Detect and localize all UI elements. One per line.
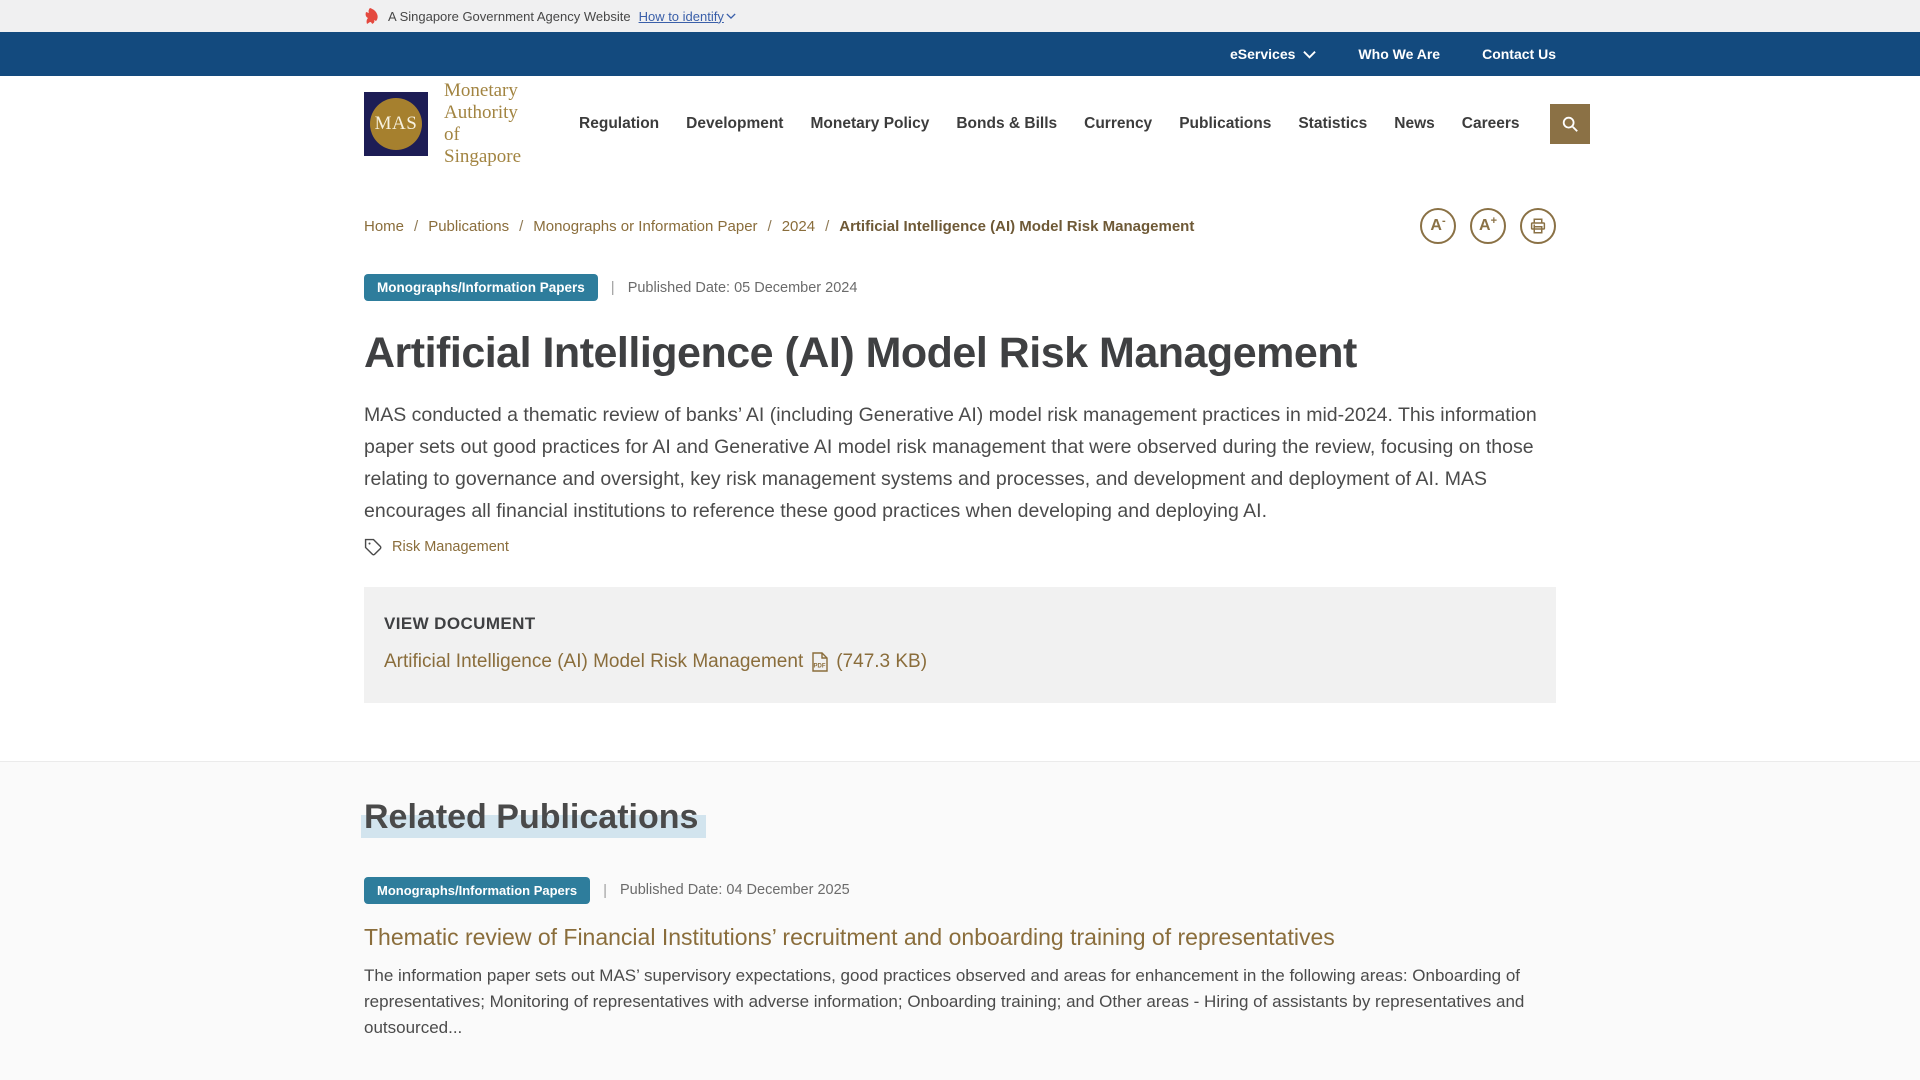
related-publications-heading: Related Publications xyxy=(364,798,1556,837)
published-date: Published Date: 05 December 2024 xyxy=(627,279,858,296)
how-to-identify-link[interactable]: How to identify xyxy=(639,9,736,24)
top-bar xyxy=(0,32,1920,76)
top-link-eservices[interactable]: eServices xyxy=(1230,46,1316,62)
published-date: Published Date: 04 December 2025 xyxy=(619,882,850,899)
main-nav xyxy=(579,115,1519,133)
related-publication-description: The information paper sets out MAS’ supervisory expectations, good practices observed and areas for enhancement in the following areas: Onboarding of representatives; Monitoring of representatives with adverse information; Onboarding training; and Other areas - Hiring of assistants by representatives and outsourced... xyxy=(364,965,1525,1037)
view-document-heading: VIEW DOCUMENT xyxy=(384,613,536,633)
nav-statistics[interactable]: Statistics xyxy=(1298,115,1368,132)
nav-careers[interactable]: Careers xyxy=(1461,115,1520,132)
breadcrumb: Home / Publications / Monographs or Information Paper / 2024 / Artificial Intelligence (AI) Model Risk Management xyxy=(364,217,1195,235)
publication-type-badge: Monographs/Information Papers xyxy=(364,877,590,904)
font-decrease-button[interactable]: A - xyxy=(1420,208,1456,244)
main-content xyxy=(0,172,1920,703)
gov-banner xyxy=(0,0,1920,32)
print-icon xyxy=(1529,217,1547,235)
related-publication-title[interactable]: Thematic review of Financial Institutions’ recruitment and onboarding training of representatives xyxy=(364,923,1335,950)
nav-development[interactable]: Development xyxy=(686,115,784,132)
top-link-contact-us[interactable]: Contact Us xyxy=(1482,46,1556,62)
mas-wordmark: Monetary Authority of Singapore xyxy=(444,80,522,167)
search-icon xyxy=(1561,115,1579,133)
svg-text:PDF: PDF xyxy=(813,663,826,670)
publication-type-badge: Monographs/Information Papers xyxy=(364,274,598,301)
related-publications-section xyxy=(0,761,1920,1080)
article-meta: Monographs/Information Papers | Published Date: 05 December 2024 xyxy=(364,274,1556,301)
print-button[interactable] xyxy=(1520,208,1556,244)
nav-currency[interactable]: Currency xyxy=(1084,115,1153,132)
mas-logo[interactable] xyxy=(364,80,521,167)
related-publication-item: Monographs/Information Papers | Published Date: 04 December 2025 Thematic review of Financial Institutions’ recruitment and onboarding training of representatives The information paper sets out MAS’ supervisory expectations, good practices observed and areas for enhancement in the following areas: Onboarding of representatives; Monitoring of representatives with adverse information; Onboarding training; and Other areas - Hiring of assistants by representatives and outsourced... xyxy=(364,877,1556,1040)
tag-icon xyxy=(364,538,383,557)
document-link[interactable]: Artificial Intelligence (AI) Model Risk Management PDF (747.3 KB) xyxy=(384,650,928,672)
nav-bonds-bills[interactable]: Bonds & Bills xyxy=(956,115,1058,132)
font-increase-button[interactable]: A + xyxy=(1470,208,1506,244)
page-actions xyxy=(1420,208,1556,244)
breadcrumb-2024[interactable]: 2024 xyxy=(781,217,816,235)
mas-monogram: MAS xyxy=(374,113,418,134)
site-header xyxy=(0,76,1920,172)
breadcrumb-current: Artificial Intelligence (AI) Model Risk Management xyxy=(839,217,1195,235)
tag-risk-management[interactable]: Risk Management xyxy=(392,539,509,556)
chevron-down-icon xyxy=(726,12,736,20)
nav-regulation[interactable]: Regulation xyxy=(579,115,660,132)
pdf-file-icon xyxy=(811,652,828,672)
chevron-down-icon xyxy=(1303,50,1316,59)
search-button[interactable] xyxy=(1550,104,1590,144)
view-document-box xyxy=(364,587,1556,703)
document-file-size: (747.3 KB) xyxy=(836,650,928,672)
breadcrumb-monographs[interactable]: Monographs or Information Paper xyxy=(533,217,758,235)
nav-news[interactable]: News xyxy=(1394,115,1435,132)
nav-monetary-policy[interactable]: Monetary Policy xyxy=(810,115,930,132)
nav-publications[interactable]: Publications xyxy=(1179,115,1272,132)
article-summary: MAS conducted a thematic review of banks’ AI (including Generative AI) model risk management practices in mid-2024. This information paper sets out good practices for AI and Generative AI model risk management that were observed during the review, focusing on those relating to governance and oversight, key risk management systems and processes, and development and deployment of AI. MAS encourages all financial institutions to reference these good practices when developing and deploying AI. xyxy=(364,404,1537,522)
lion-icon xyxy=(364,7,380,25)
breadcrumb-home[interactable]: Home xyxy=(364,217,405,235)
top-link-who-we-are[interactable]: Who We Are xyxy=(1358,46,1441,62)
gov-banner-text: A Singapore Government Agency Website xyxy=(388,8,631,24)
mas-logo-mark xyxy=(364,92,428,156)
breadcrumb-publications[interactable]: Publications xyxy=(428,217,510,235)
page-title: Artificial Intelligence (AI) Model Risk Management xyxy=(364,329,1357,377)
tag-row xyxy=(364,538,1556,557)
